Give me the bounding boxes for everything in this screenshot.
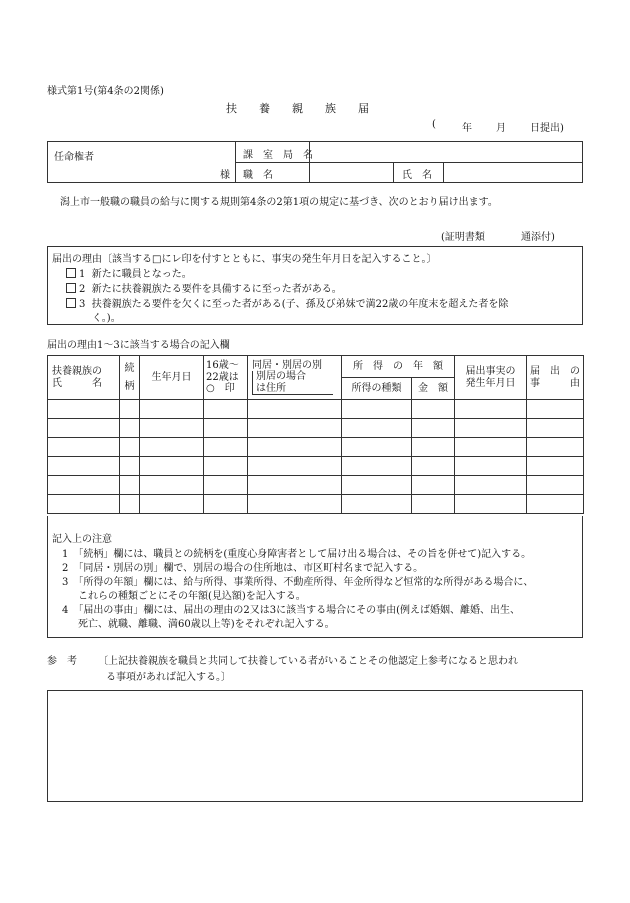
col-age-header: 16歳～ 22歳は ○ 印 [204,356,248,400]
note-item-continuation: これらの種類ごとにその年額(見込額)を記入する。 [78,591,306,602]
table-row [48,495,584,514]
evidence-suffix: 通添付) [521,232,555,243]
reference-line-1: 〔上記扶養親族を職員と共同して扶養している者がいることその他認定上参考になると思われ [98,656,518,667]
reference-textarea[interactable] [47,690,583,802]
submit-date-month: 月 [496,123,506,134]
intro-text: 潟上市一般職の職員の給与に関する規則第4条の2第1項の規定に基づき、次のとおり届け出ます。 [60,197,498,208]
reason-item-3-continuation: く。)。 [92,313,121,324]
col-income-type-header: 所得の種類 [342,378,412,400]
note-item: 2 「同居・別居の別」欄で、別居の場合の住所地は、市区町村名まで記入する。 [62,563,424,574]
col-event-date-header: 届出事実の 発生年月日 [455,356,527,400]
reason-title: 届出の理由〔該当する□にレ印を付すとともに、事実の発生年月日を記入すること。〕 [52,254,437,265]
post-label: 職 名 [243,170,273,181]
table-row [48,457,584,476]
post-field[interactable] [312,164,391,181]
col-name-header: 扶養親族の 氏 名 [48,356,120,400]
reason-1-checkbox[interactable] [66,268,76,278]
dept-label: 課 室 局 名 [243,150,313,161]
table-row [48,400,584,419]
name-field[interactable] [446,164,580,181]
notes-title: 記入上の注意 [52,534,112,545]
section-title: 届出の理由1～3に該当する場合の記入欄 [47,340,230,351]
page-title: 扶 養 親 族 届 [226,102,369,115]
dept-field[interactable] [312,143,580,161]
dependents-table [47,355,584,514]
table-row [48,438,584,457]
note-item: 4 「届出の事由」欄には、届出の理由の2又は3に該当する場合にその事由(例えば婚姻、離婚、出生、 [62,605,520,616]
reason-item: 2 新たに扶養親族たる要件を具備するに至った者がある。 [66,280,342,295]
col-reason-header: 届 出 の 事 由 [527,356,584,400]
reason-item: 3 扶養親族たる要件を欠くに至った者がある(子、孫及び弟妹で満22歳の年度末を超えた者を除 [66,295,508,310]
reason-item: 1 新たに職員となった。 [66,265,192,280]
reason-box [47,246,583,325]
header-box [47,141,583,183]
submit-date-year: 年 [462,123,472,134]
reason-2-checkbox[interactable] [66,283,76,293]
reason-3-checkbox[interactable] [66,298,76,308]
form-number: 様式第1号(第4条の2関係) [47,86,164,97]
submit-date-open: ( [432,119,436,130]
table-row [48,476,584,495]
col-income-header: 所 得 の 年 額 [342,356,455,378]
note-item-continuation: 死亡、就職、離職、満60歳以上等)をそれぞれ記入する。 [78,619,335,630]
note-item: 3 「所得の年額」欄には、給与所得、事業所得、不動産所得、年金所得など恒常的な所得がある場合に、 [62,577,534,588]
evidence-label: (証明書類 [441,232,485,243]
sama-label: 様 [220,170,230,181]
col-living-header: 同居・別居の別 別居の場合 は住所 [248,356,342,400]
col-income-amount-header: 金 額 [412,378,455,400]
note-item: 1 「続柄」欄には、職員との続柄を(重度心身障害者として届け出る場合は、その旨を併せて)記入する。 [62,549,532,560]
col-birthdate-header: 生年月日 [140,356,204,400]
col-relation-header: 続 柄 [120,356,140,400]
reference-line-2: る事項があれば記入する。〕 [106,672,231,683]
name-label: 氏 名 [402,170,432,181]
submit-date-day: 日提出) [530,123,564,134]
appointer-label: 任命権者 [54,152,94,163]
table-row [48,419,584,438]
notes-box [47,516,583,638]
reference-label: 参 考 [47,656,77,667]
